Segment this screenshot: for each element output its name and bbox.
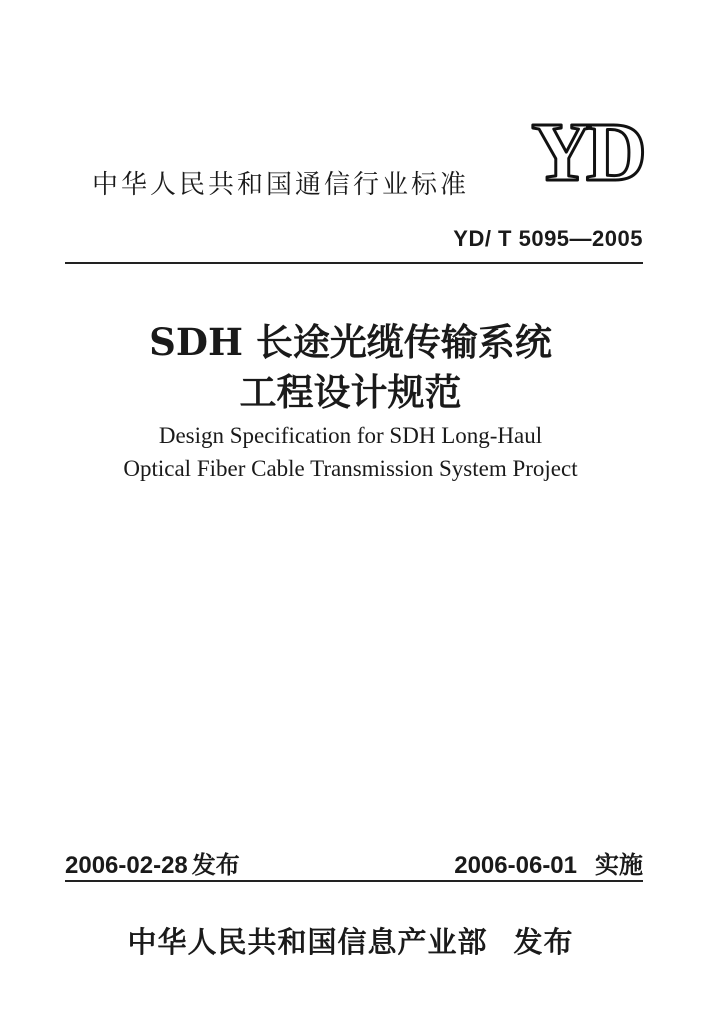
yd-logo [520, 110, 650, 190]
top-divider [65, 262, 643, 264]
effective-label: 实施 [595, 851, 643, 879]
logo-text: YD [531, 110, 641, 190]
standard-number: YD/ T 5095—2005 [453, 226, 643, 251]
issue-label: 发布 [191, 851, 240, 879]
title-en-line1: Design Specification for SDH Long-Haul [158, 423, 543, 448]
publisher-action: 发布 [513, 925, 574, 959]
standard-category: 中华人民共和国通信行业标准 [92, 170, 470, 200]
title-en-line2: Optical Fiber Cable Transmission System Project [123, 456, 578, 481]
publisher-name: 中华人民共和国信息产业部 [127, 925, 488, 959]
title-zh-line2: 工程设计规范 [239, 370, 462, 414]
issue-date: 2006-02-28 [65, 852, 188, 879]
bottom-divider [65, 880, 643, 882]
title-zh-line1: SDH 长途光缆传输系统 [149, 320, 552, 364]
effective-date: 2006-06-01 [454, 852, 577, 879]
issue-date-block [65, 845, 240, 880]
publisher-line [0, 920, 701, 961]
effective-date-block [454, 845, 643, 880]
